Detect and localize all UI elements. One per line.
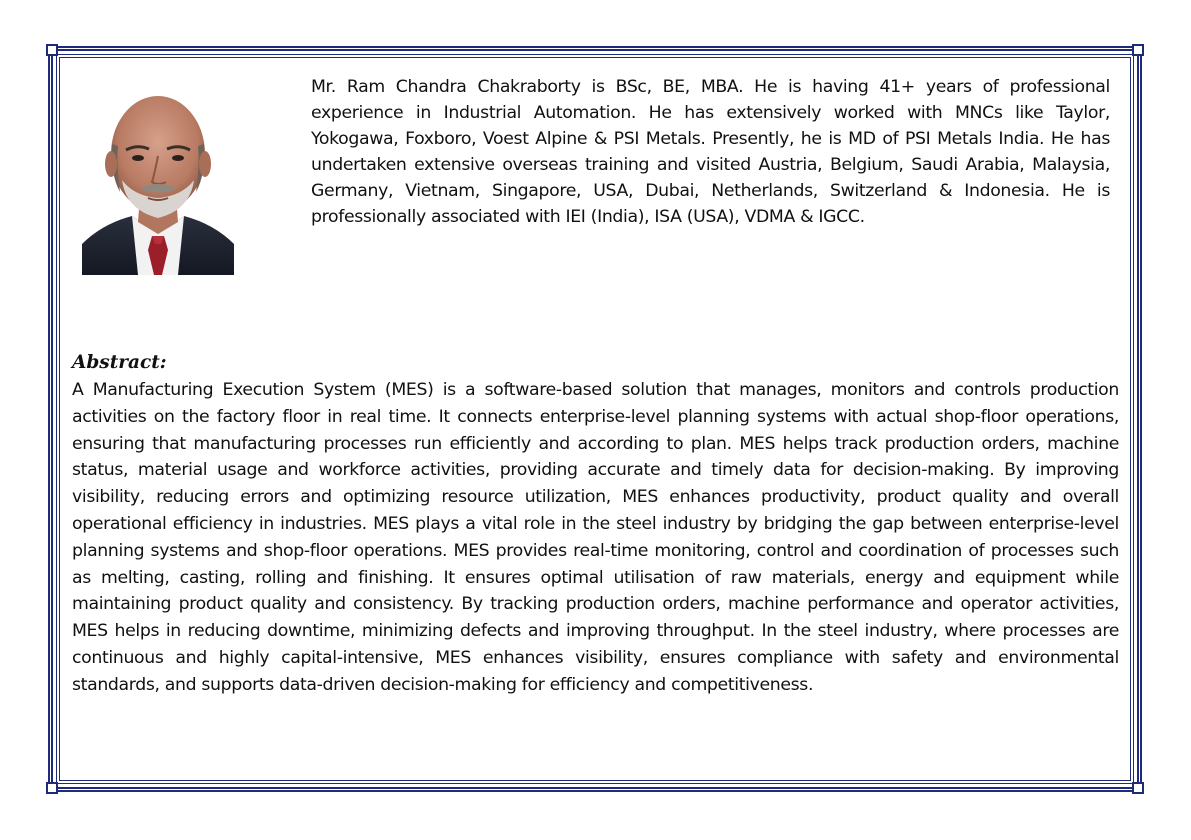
border-corner-ornament <box>46 44 58 56</box>
abstract-heading: Abstract: <box>72 352 167 373</box>
abstract-body: A Manufacturing Execution System (MES) is a software-based solution that manages, monitors and controls production activities on the factory floor in real time. It connects enterprise-level planning systems with actual shop-floor operations, ensuring that manufacturing processes run efficiently and according to plan. MES helps track production orders, machine status, material usage and workforce activities, providing accurate and timely data for decision-making. By improving visibility, reducing errors and optimizing resource utilization, MES enhances productivity, product quality and overall operational efficiency in industries. MES plays a vital role in the steel industry by bridging the gap between enterprise-level planning systems and shop-floor operations. MES provides real-time monitoring, control and coordination of processes such as melting, casting, rolling and finishing. It ensures optimal utilisation of raw materials, energy and equipment while maintaining product quality and consistency. By tracking production orders, machine performance and operator activities, MES helps in reducing downtime, minimizing defects and improving throughput. In the steel industry, where processes are continuous and highly capital-intensive, MES enhances visibility, ensures compliance with safety and environmental standards, and supports data-driven decision-making for efficiency and competitiveness. <box>72 380 1119 695</box>
border-corner-ornament <box>46 782 58 794</box>
border-corner-ornament <box>1132 782 1144 794</box>
portrait-photo <box>82 84 234 275</box>
border-corner-ornament <box>1132 44 1144 56</box>
speaker-bio: Mr. Ram Chandra Chakraborty is BSc, BE, MBA. He is having 41+ years of professional experience in Industrial Automation. He has extensively worked with MNCs like Taylor, Yokogawa, Foxboro, Voest Alpine & PSI Metals. Presently, he is MD of PSI Metals India. He has undertaken extensive overseas training and visited Austria, Belgium, Saudi Arabia, Malaysia, Germany, Vietnam, Singapore, USA, Dubai, Netherlands, Switzerland & Indonesia. He is professionally associated with IEI (India), ISA (USA), VDMA & IGCC. <box>311 77 1110 227</box>
